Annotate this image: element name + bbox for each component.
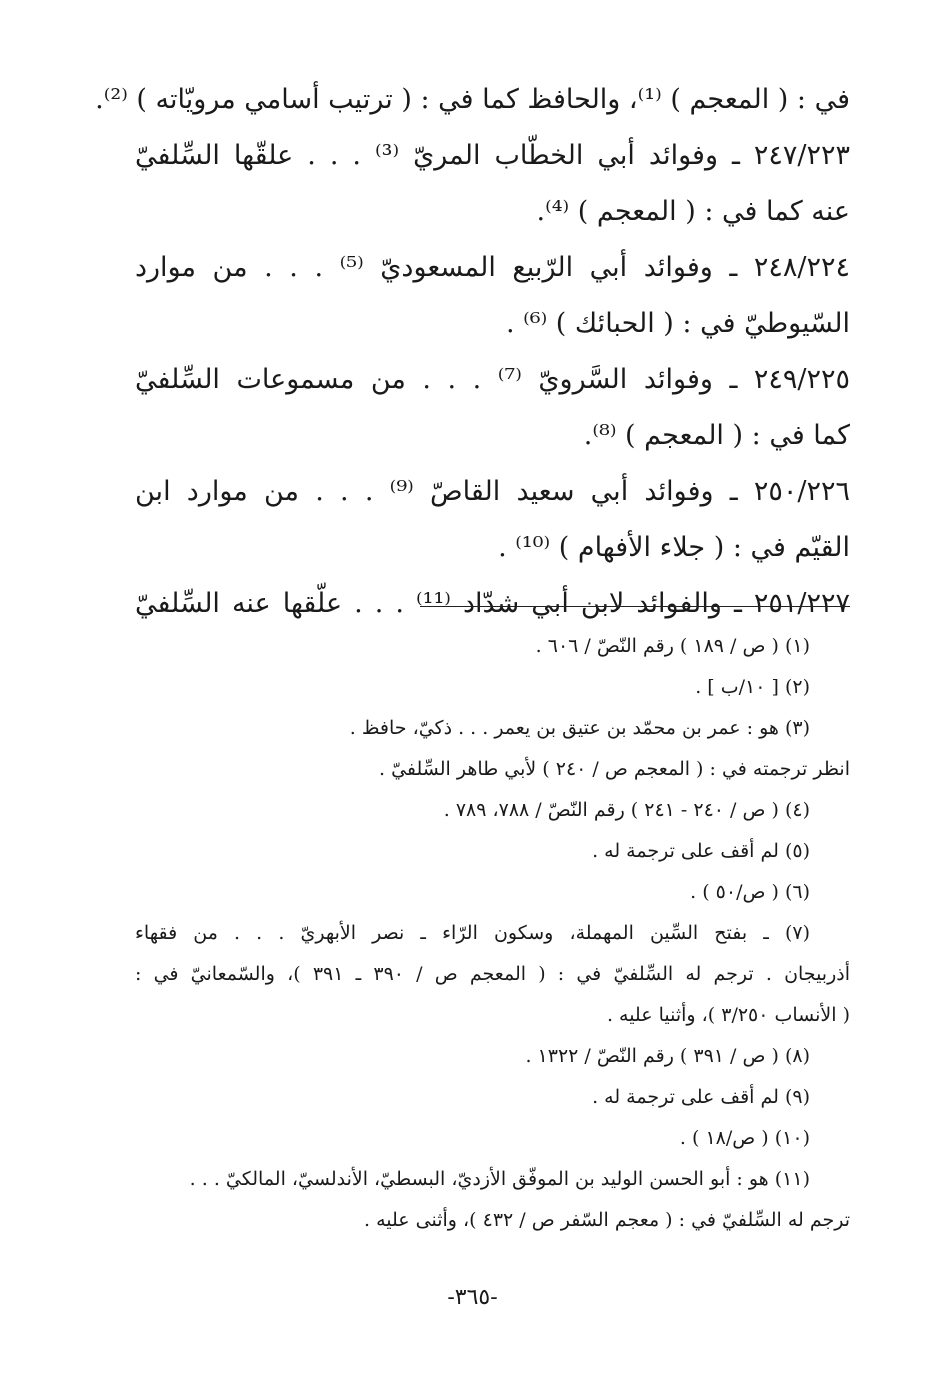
text-line: كما في : ( المعجم ) ⁽⁸⁾.: [583, 420, 850, 451]
footnote-divider: [420, 606, 850, 607]
footnotes: [135, 626, 850, 1241]
entry-248-line: ٢٤٨/٢٢٤ ـ وفوائد أبي الرّبيع المسعوديّ ⁽⁵⁾ . . . من موارد: [135, 252, 850, 283]
footnote-3-continued: انظر ترجمته في : ( المعجم ص / ٢٤٠ ) لأبي طاهر السِّلفيّ .: [378, 758, 850, 780]
page-number: -٣٦٥-: [447, 1285, 498, 1310]
entry-251-line: ٢٥١/٢٢٧ ـ والفوائد لابن أبي شدّاد ⁽¹¹⁾ . . . علّقها عنه السِّلفيّ: [135, 588, 851, 619]
footnote-7: (٧) ـ بفتح السِّين المهملة، وسكون الرّاء ـ نصر الأبهريّ . . . من فقهاء: [135, 922, 810, 944]
text-line: القيّم في : ( جلاء الأفهام ) ⁽¹⁰⁾ .: [498, 532, 850, 563]
footnote-1: (١) ( ص / ١٨٩ ) رقم النّصّ / ٦٠٦ .: [535, 635, 810, 657]
footnote-8: (٨) ( ص / ٣٩١ ) رقم النّصّ / ١٣٢٢ .: [525, 1045, 810, 1067]
entry-250-line: ٢٥٠/٢٢٦ ـ وفوائد أبي سعيد القاصّ ⁽⁹⁾ . . . من موارد ابن: [135, 476, 850, 507]
footnote-5: (٥) لم أقف على ترجمة له .: [592, 840, 810, 862]
footnote-10: (١٠) ( ص/١٨ ) .: [679, 1127, 810, 1149]
footnote-11-continued: ترجم له السِّلفيّ في : ( معجم السّفر ص / ٤٣٢ )، وأثنى عليه .: [364, 1209, 850, 1231]
footnote-6: (٦) ( ص/٥٠ ) .: [690, 881, 810, 903]
footnote-7-end: ( الأنساب ٣/٢٥٠ )، وأثنيا عليه .: [606, 1004, 850, 1026]
footnote-4: (٤) ( ص / ٢٤٠ - ٢٤١ ) رقم النّصّ / ٧٨٨، ٧٨٩ .: [443, 799, 810, 821]
text-line: عنه كما في : ( المعجم ) ⁽⁴⁾.: [536, 196, 850, 227]
footnote-3: (٣) هو : عمر بن محمّد بن عتيق بن يعمر . . . ذكيّ، حافظ .: [349, 717, 810, 739]
footnote-11: (١١) هو : أبو الحسن الوليد بن الموفّق الأزديّ، البسطيّ، الأندلسيّ، المالكيّ . . .: [189, 1168, 810, 1190]
footnote-2: (٢) [ ١٠/ب ] .: [695, 676, 810, 698]
footnote-7-continued: أذربيجان . ترجم له السِّلفيّ في : ( المعجم ص / ٣٩٠ ـ ٣٩١ )، والسّمعانيّ في :: [135, 963, 851, 985]
text-line: السّيوطيّ في : ( الحبائك ) ⁽⁶⁾ .: [505, 308, 850, 339]
entry-249-line: ٢٤٩/٢٢٥ ـ وفوائد السَّرويّ ⁽⁷⁾ . . . من مسموعات السِّلفيّ: [135, 364, 850, 395]
entry-247-line: ٢٤٧/٢٢٣ ـ وفوائد أبي الخطّاب المريّ ⁽³⁾ . . . علقّها السِّلفيّ: [135, 140, 850, 171]
text-line: في : ( المعجم ) ⁽¹⁾، والحافظ كما في : ( ترتيب أسامي مرويّاته ) ⁽²⁾.: [95, 84, 850, 115]
footnote-9: (٩) لم أقف على ترجمة له .: [592, 1086, 810, 1108]
main-text: [95, 72, 851, 632]
